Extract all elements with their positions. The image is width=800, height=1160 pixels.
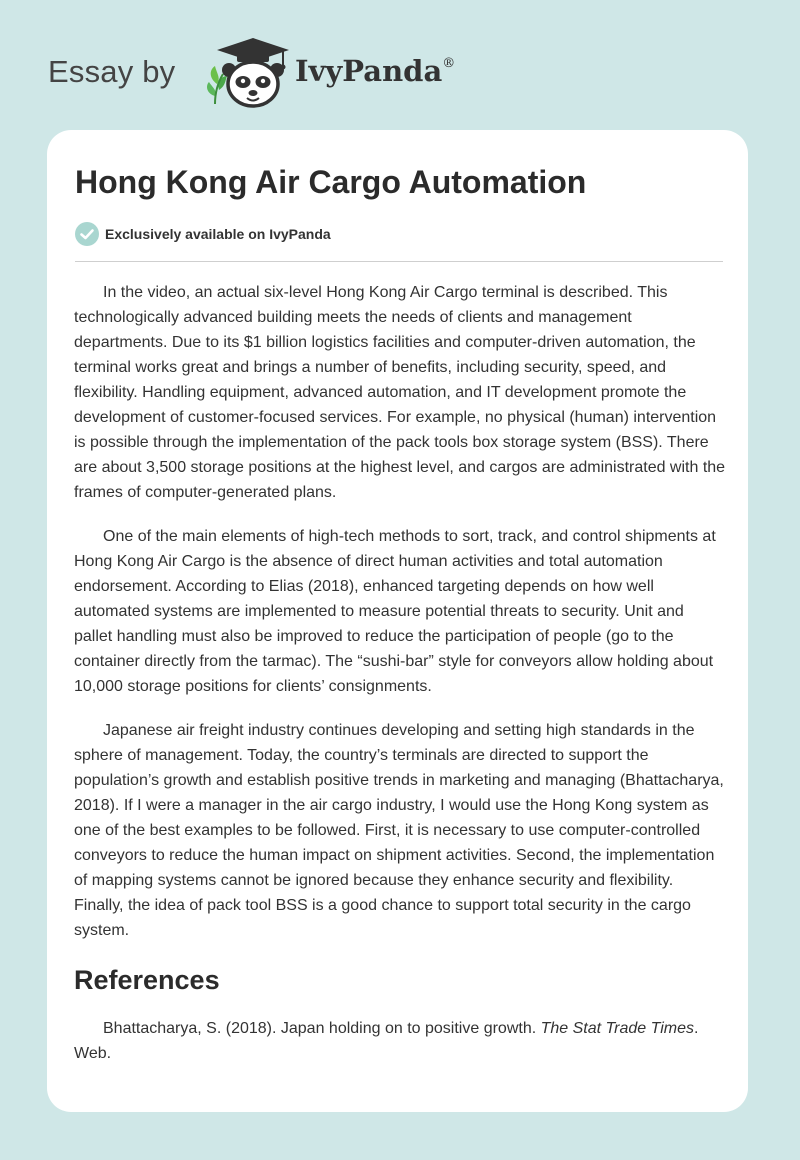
essay-body	[74, 280, 726, 1066]
divider	[75, 261, 723, 262]
ivypanda-logo-icon	[203, 36, 295, 108]
reference-item: Bhattacharya, S. (2018). Japan holding on to positive growth. The Stat Trade Times. Web.	[74, 1020, 699, 1062]
brand-name: IvyPanda®	[295, 54, 456, 88]
page-title: Hong Kong Air Cargo Automation	[75, 164, 587, 200]
essay-card	[47, 130, 748, 1112]
brand-prefix: Essay by	[48, 54, 176, 89]
reference-source: The Stat Trade Times	[540, 1020, 694, 1037]
paragraph-3: Japanese air freight industry continues developing and setting high standards in the sphere of management. Today, the country’s terminals are directed to support the population’s growth and establish positive trends in marketing and managing (Bhattacharya, 2018). If I were a manager in the air cargo industry, I would use the Hong Kong system as one of the best examples to be followed. First, it is necessary to use computer-controlled conveyors to reduce the human impact on shipment activities. Second, the implementation of mapping systems cannot be ignored because they enhance security and flexibility. Finally, the idea of pack tool BSS is a good chance to support total security in the cargo system.	[74, 722, 724, 939]
paragraph-2: One of the main elements of high-tech methods to sort, track, and control shipments at Hong Kong Air Cargo is the absence of direct human activities and total automation endorsement. According to Elias (2018), enhanced targeting depends on how well automated systems are implemented to measure potential threats to security. Unit and pallet handling must also be improved to reduce the participation of people (go to the container directly from the tarmac). The “sushi-bar” style for conveyors allow holding about 10,000 storage positions for clients’ consignments.	[74, 528, 716, 695]
exclusive-label: Exclusively available on IvyPanda	[105, 226, 331, 242]
references-heading: References	[74, 965, 220, 995]
exclusive-badge	[75, 222, 331, 246]
checkmark-icon	[75, 222, 99, 246]
paragraph-1: In the video, an actual six-level Hong Kong Air Cargo terminal is described. This technologically advanced building meets the needs of clients and management departments. Due to its $1 billion logistics facilities and computer-driven automation, the terminal works great and brings a number of benefits, including security, speed, and flexibility. Handling equipment, advanced automation, and IT development promote the development of customer-focused services. For example, no physical (human) intervention is possible through the implementation of the pack tools box storage system (BSS). There are about 3,500 storage positions at the highest level, and cargos are administrated with the frames of computer-generated plans.	[74, 284, 726, 501]
brand-header	[48, 36, 468, 108]
